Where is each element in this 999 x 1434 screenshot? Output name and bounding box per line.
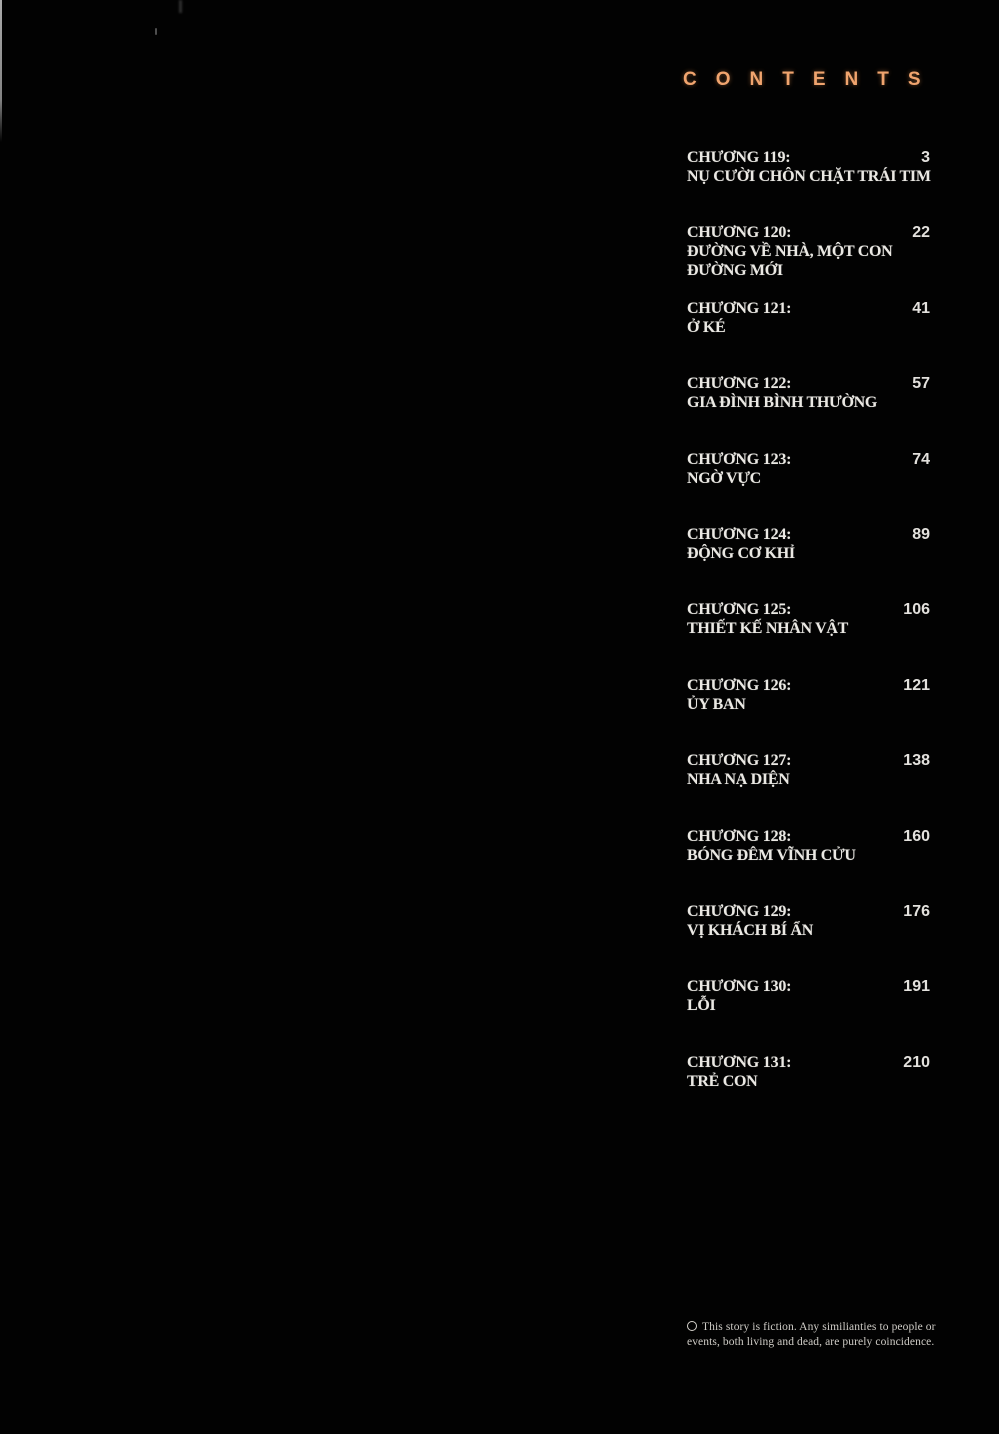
- toc-entry: [687, 676, 933, 751]
- chapter-label: CHƯƠNG 119:: [687, 149, 791, 166]
- chapter-label: CHƯƠNG 130:: [687, 978, 792, 996]
- toc-entry: [687, 450, 933, 525]
- chapter-label: CHƯƠNG 122:: [687, 375, 792, 393]
- chapter-title: ỦY BAN: [687, 695, 746, 713]
- chapter-title: GIA ĐÌNH BÌNH THƯỜNG: [687, 394, 878, 412]
- toc-entry: [687, 299, 933, 374]
- scan-artifact-speck: [179, 0, 182, 13]
- page-title: CONTENTS: [683, 69, 940, 90]
- chapter-label: CHƯƠNG 126:: [687, 676, 792, 694]
- toc-entry: [687, 525, 933, 600]
- chapter-label: CHƯƠNG 129:: [687, 903, 792, 921]
- chapter-title: TRẺ CON: [687, 1072, 758, 1090]
- toc-entry: [687, 600, 933, 675]
- chapter-title: ĐƯỜNG VỀ NHÀ, MỘT CON ĐƯỜNG MỚI: [687, 243, 893, 280]
- toc-entry: [687, 223, 933, 298]
- chapter-page-number: 106: [903, 601, 930, 619]
- chapter-title: THIẾT KẾ NHÂN VẬT: [687, 620, 849, 638]
- scan-artifact-edge-line: [0, 0, 2, 142]
- toc-entry: [687, 902, 933, 977]
- chapter-page-number: 74: [912, 450, 930, 468]
- toc-entry: [687, 374, 933, 449]
- chapter-label: CHƯƠNG 123:: [687, 450, 792, 468]
- chapter-label: CHƯƠNG 128:: [687, 827, 792, 845]
- chapter-title: ĐỘNG CƠ KHỈ: [687, 545, 795, 563]
- scan-artifact-speck: [155, 28, 157, 35]
- toc-entry: [687, 751, 933, 826]
- chapter-label: CHƯƠNG 127:: [687, 752, 792, 770]
- chapter-label: CHƯƠNG 125:: [687, 601, 792, 619]
- disclaimer-line-2: events, both living and dead, are purely coincidence.: [687, 1336, 935, 1348]
- toc-entry: [687, 148, 933, 223]
- chapter-title: Ở KÉ: [687, 318, 726, 336]
- toc-entry: [687, 827, 933, 902]
- chapter-page-number: 160: [903, 827, 930, 845]
- chapter-page-number: 22: [912, 224, 930, 242]
- chapter-label: CHƯƠNG 120:: [687, 224, 792, 242]
- chapter-title: BÓNG ĐÊM VĨNH CỬU: [687, 846, 856, 864]
- chapter-title: NHA NẠ DIỆN: [687, 771, 790, 789]
- chapter-page-number: 89: [912, 526, 930, 544]
- toc-entry: [687, 977, 933, 1052]
- chapter-page-number: 210: [903, 1053, 930, 1071]
- chapter-page-number: 191: [903, 978, 930, 996]
- chapter-page-number: 138: [903, 752, 930, 770]
- chapter-label: CHƯƠNG 124:: [687, 526, 792, 544]
- chapter-label: CHƯƠNG 121:: [687, 299, 792, 317]
- toc-entry: [687, 1053, 933, 1128]
- circle-icon: [687, 1321, 697, 1331]
- chapter-page-number: 41: [912, 299, 930, 317]
- chapter-page-number: 57: [912, 375, 930, 393]
- chapter-page-number: 176: [903, 903, 930, 921]
- chapter-page-number: 121: [903, 676, 930, 694]
- table-of-contents: [687, 148, 933, 1128]
- disclaimer: [687, 1320, 939, 1350]
- chapter-title: LỖI: [687, 997, 716, 1015]
- chapter-title: NGỜ VỰC: [687, 469, 761, 487]
- chapter-title: NỤ CƯỜI CHÔN CHẶT TRÁI TIM: [687, 168, 931, 185]
- chapter-page-number: 3: [921, 149, 930, 166]
- chapter-title: VỊ KHÁCH BÍ ẨN: [687, 922, 814, 940]
- chapter-label: CHƯƠNG 131:: [687, 1053, 792, 1071]
- disclaimer-line-1: This story is fiction. Any similianties to people or: [702, 1321, 936, 1333]
